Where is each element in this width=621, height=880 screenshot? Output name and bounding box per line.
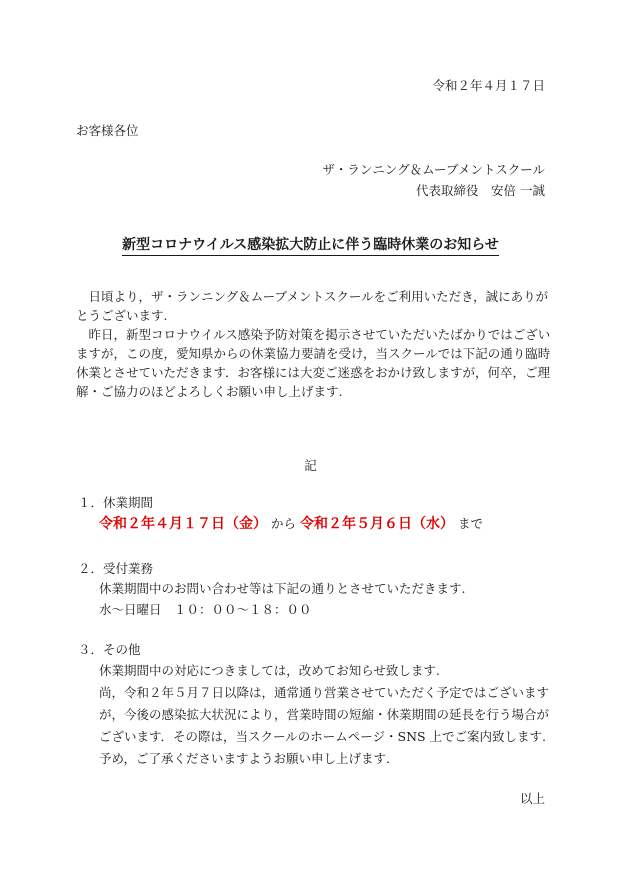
body-line: とうございます. (76, 308, 168, 323)
item3-heading: ３．その他 (78, 642, 141, 657)
item3-line: が，今後の感染拡大状況により，営業時間の短縮・休業期間の延長を行う場合が (99, 707, 550, 722)
item2-hours: 水〜日曜日 １０：００〜１８：００ (99, 602, 312, 617)
period-end: 令和２年５月６日（水） (299, 516, 454, 532)
notice-title (0, 238, 621, 252)
sender-company: ザ・ランニング＆ムーブメントスクール (322, 162, 545, 177)
addressee: お客様各位 (76, 123, 139, 138)
item3-line: 尚，令和２年５月７日以降は，通常通り営業させていただく予定ではございます (99, 685, 550, 700)
body-line: 日頃より，ザ・ランニング＆ムーブメントスクールをご利用いただき，誠にありが (76, 289, 549, 304)
period-start: 令和２年４月１７日（金） (99, 516, 267, 532)
item3-line: 予め，ご了承くださいますようお願い申し上げます. (99, 751, 390, 766)
body-line: 休業とさせていただきます．お客様には大変ご迷惑をおかけ致しますが，何卒，ご理 (76, 365, 551, 380)
item1-period (99, 517, 483, 531)
period-until: まで (457, 516, 483, 531)
item2-heading: ２．受付業務 (78, 561, 154, 576)
document-date: 令和２年４月１７日 (432, 78, 545, 93)
item3-line: ございます．その際は，当スクールのホームページ・SNS 上でご案内致します. (99, 729, 547, 744)
item1-heading: １．休業期間 (78, 495, 154, 510)
body-line: 解・ご協力のほどよろしくお願い申し上げます. (76, 384, 343, 399)
body-line: 昨日，新型コロナウイルス感染予防対策を掲示させていただいたばかりではござい (76, 327, 551, 342)
sender-representative: 代表取締役 安倍 一誠 (416, 183, 545, 198)
body-line: ますが，この度，愛知県からの休業協力要請を受け，当スクールでは下記の通り臨時 (76, 346, 551, 361)
notice-title-text: 新型コロナウイルス感染拡大防止に伴う臨時休業のお知らせ (122, 237, 499, 256)
item3-line: 休業期間中の対応につきましては，改めてお知らせ致します. (99, 663, 440, 678)
closing-ijo: 以上 (519, 791, 545, 806)
period-from: から (270, 516, 296, 531)
ki-heading: 記 (304, 458, 317, 473)
item2-line: 休業期間中のお問い合わせ等は下記の通りとさせていただきます. (99, 581, 466, 596)
